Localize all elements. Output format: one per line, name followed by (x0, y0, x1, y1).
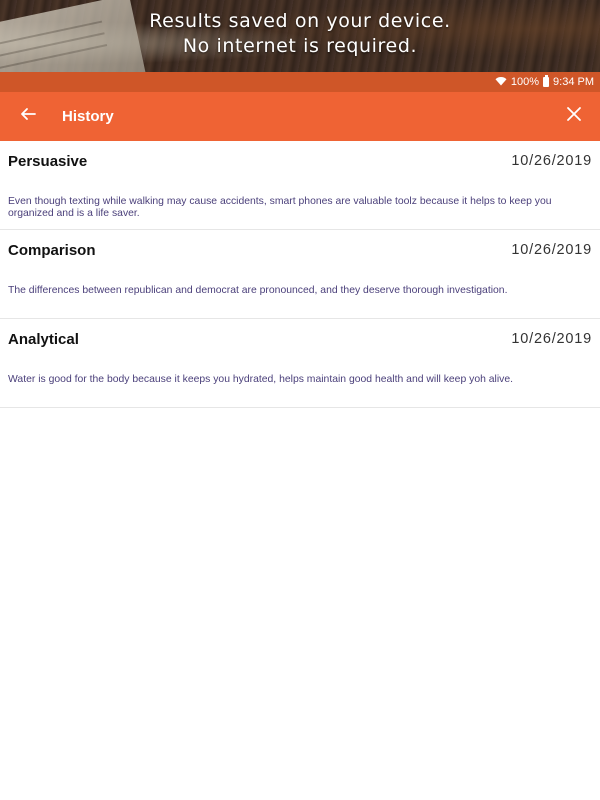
status-bar (0, 72, 600, 92)
promo-banner (0, 0, 600, 72)
back-button[interactable] (0, 92, 56, 141)
history-item[interactable] (0, 141, 600, 230)
wifi-icon (495, 76, 507, 89)
banner-text-line-2: No internet is required. (182, 35, 418, 57)
arrow-left-icon (20, 106, 36, 127)
history-list (0, 141, 600, 408)
status-time: 9:34 PM (553, 76, 594, 88)
history-item-type: Analytical (8, 331, 79, 348)
history-item-type: Persuasive (8, 153, 88, 170)
history-item-type: Comparison (8, 242, 96, 259)
page-title: History (62, 108, 114, 125)
close-icon (566, 106, 582, 127)
history-item-snippet: Even though texting while walking may cause accidents, smart phones are valuable toolz because it helps to keep you organized and is a life saver. (8, 196, 552, 219)
battery-percent: 100% (510, 76, 540, 88)
history-item-snippet: The differences between republican and democrat are pronounced, and they deserve thorough investigation. (8, 285, 508, 296)
history-item-date: 10/26/2019 (511, 331, 592, 347)
history-item[interactable] (0, 319, 600, 408)
app-bar (0, 92, 600, 141)
banner-text-line-1: Results saved on your device. (149, 10, 451, 32)
history-item-date: 10/26/2019 (511, 242, 592, 258)
history-item-snippet: Water is good for the body because it keeps you hydrated, helps maintain good health and will keep yoh alive. (8, 374, 514, 385)
history-item[interactable] (0, 230, 600, 319)
history-item-date: 10/26/2019 (511, 153, 592, 169)
close-button[interactable] (548, 92, 600, 141)
battery-icon (543, 77, 549, 87)
